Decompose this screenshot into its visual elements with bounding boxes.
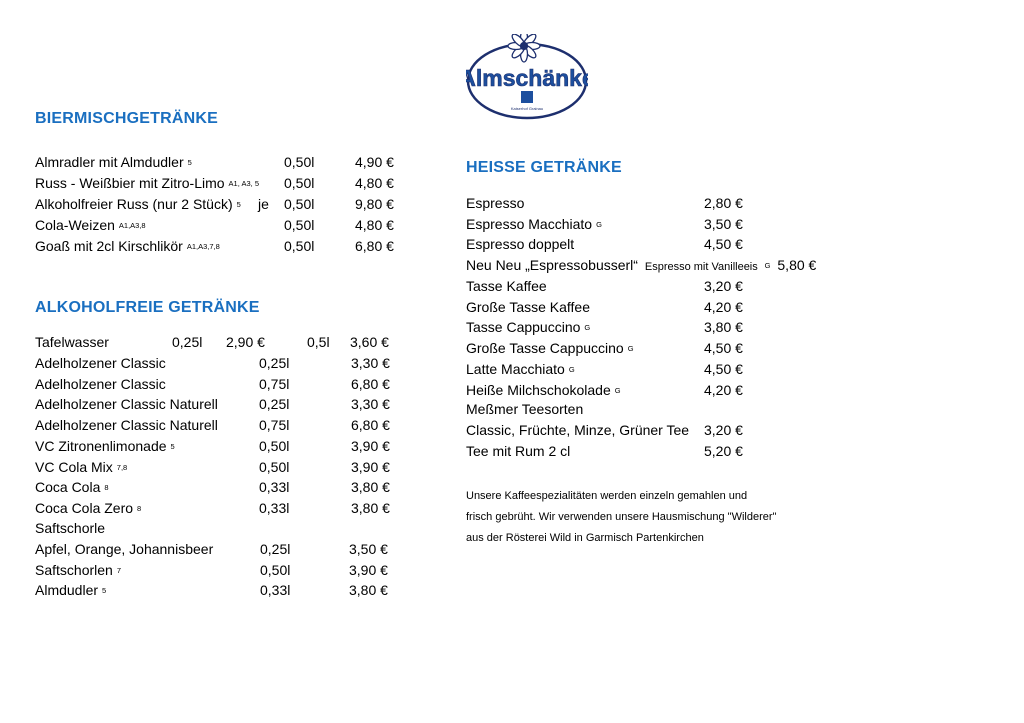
menu-row [466,193,846,213]
item-label [35,477,109,498]
espressobusserl-row [466,255,816,275]
item-name: Adelholzener Classic [35,375,166,392]
item-label [466,234,574,254]
tafelwasser-row [35,332,405,352]
item-name: Große Tasse Cappuccino [466,340,624,357]
item-name: Adelholzener Classic [35,355,166,371]
item-size: 0,50l [259,437,290,454]
item-label [35,374,166,394]
item-label [466,193,524,213]
item-price: 3,20 € [704,278,743,294]
item-label [35,560,121,581]
menu-row [466,297,846,317]
item-name: Almdudler [35,582,99,599]
menu-row [35,498,415,518]
item-price: 5,20 € [704,442,743,459]
item-note: 5 [236,200,241,209]
item-price: 4,20 € [704,381,743,398]
item-price: 3,80 € [351,499,390,516]
item-note: 8 [104,483,109,493]
item-label [35,353,166,373]
item-desc: Espresso mit Vanilleeis [644,261,758,273]
item-name: VC Zitronenlimonade [35,437,167,454]
menu-row [466,317,846,337]
item-size: 0,50l [284,175,315,191]
tee-label: Meßmer Teesorten [466,401,584,417]
item-note: G [596,219,602,229]
item-price: 4,50 € [704,340,743,357]
menu-row [35,215,415,235]
kaffee-info [466,486,776,549]
item-note: 5 [102,586,107,596]
item-label [466,441,570,461]
menu-row [35,353,415,373]
item-name: Espresso [466,195,525,211]
info-line: frisch gebrüht. Wir verwenden unsere Hausmischung "Wilderer" [466,511,777,523]
item-size: 0,5l [307,334,330,350]
item-label [466,420,689,440]
item-size: 0,25l [259,396,290,413]
menu-row [466,359,846,379]
item-name: Almradler mit Almdudler [35,154,184,170]
item-name: Tasse Kaffee [466,278,547,294]
item-size: 0,33l [259,499,290,516]
menu-row [466,380,846,400]
item-price: 4,50 € [704,360,743,377]
item-price: 2,80 € [704,195,743,211]
item-price: 3,30 € [351,396,390,413]
item-label [35,394,218,414]
menu-row [35,374,415,394]
item-price: 5,80 € [777,257,817,273]
item-label [35,580,106,601]
item-label [35,152,192,173]
item-name: Saftschorlen [35,561,113,578]
item-label [466,297,590,317]
item-name: Goaß mit 2cl Kirschlikör [35,238,183,254]
item-note: A1,A3,7,8 [186,242,220,251]
item-price: 6,80 € [351,417,390,434]
item-note: G [627,344,634,354]
item-price: 6,80 € [355,238,394,254]
item-label [466,359,575,380]
info-line: aus der Rösterei Wild in Garmisch Partenkirchen [466,532,704,544]
item-price: 3,80 € [351,479,390,496]
item-price: 3,20 € [704,422,743,438]
item-name: Latte Macchiato [466,360,565,377]
item-label [466,276,547,296]
item-note: 5 [187,158,192,167]
item-label [35,236,220,257]
item-label [466,317,590,338]
item-note: 7 [116,565,121,575]
item-note: A1,A3,8 [118,221,146,230]
item-size: 0,50l [284,217,315,233]
item-name: Coca Cola [35,479,101,496]
item-size: 0,75l [259,417,290,434]
menu-row [35,477,415,497]
item-size: 0,50l [259,458,290,475]
item-price: 4,20 € [704,298,743,315]
item-note: 7,8 [116,462,128,472]
item-price: 3,60 € [350,334,389,350]
item-label [466,214,602,235]
item-name: Tee mit Rum 2 cl [466,442,571,459]
item-name: Alkoholfreier Russ (nur 2 Stück) [35,196,233,212]
item-label [35,415,218,435]
item-name: Heiße Milchschokolade [466,381,611,398]
item-label [466,380,621,401]
menu-row [466,276,846,296]
item-price: 4,80 € [355,217,394,233]
item-price: 3,80 € [704,319,743,336]
item-name: VC Cola Mix [35,458,113,475]
item-size: 0,25l [260,541,291,557]
item-name: Adelholzener Classic Naturell [35,396,218,413]
menu-row [35,415,415,435]
menu-row [35,394,415,414]
item-size: 0,50l [284,238,315,254]
item-name: Neu Neu „Espressobusserl“ [466,257,638,273]
item-label [35,436,175,457]
item-price: 3,30 € [351,355,390,371]
item-label [35,215,146,236]
item-label [466,338,634,359]
item-price: 3,90 € [351,437,390,454]
item-label [35,173,259,194]
saftschorle-label: Saftschorle [35,520,106,536]
item-name: Coca Cola Zero [35,499,134,516]
menu-row [466,441,846,461]
item-label [35,457,127,478]
menu-row [466,338,846,358]
item-name: Tasse Cappuccino [466,319,581,336]
item-size: 0,75l [259,375,290,392]
heisse-heading: HEISSE GETRÄNKE [466,159,622,176]
item-price: 4,50 € [704,236,743,253]
alkfrei-heading: ALKOHOLFREIE GETRÄNKE [35,299,260,316]
menu-row [466,420,846,440]
item-size: 0,33l [260,582,291,599]
item-price: 3,50 € [349,541,388,557]
item-note: G [764,261,771,270]
item-note: A1, A3, 5 [228,179,259,188]
logo-tagline: Kaiserhof Grainau [510,106,544,111]
item-price: 3,50 € [704,215,743,232]
item-price: 3,80 € [349,582,388,599]
item-label [35,194,241,215]
item-note: 5 [170,441,175,451]
item-size: 0,50l [260,561,291,578]
item-name: Cola-Weizen [35,217,115,233]
menu-row [35,173,415,193]
menu-row [466,234,846,254]
item-price: 3,90 € [351,458,390,475]
menu-row [35,236,415,256]
item-size: 0,50l [284,154,315,170]
menu-row [35,194,415,214]
almschaenke-logo [466,34,588,120]
item-name: Apfel, Orange, Johannisbeer [35,541,214,557]
item-name: Adelholzener Classic Naturell [35,417,218,434]
item-price: 4,80 € [355,175,394,191]
item-name: Russ - Weißbier mit Zitro-Limo [35,175,225,191]
item-price: 6,80 € [351,375,390,392]
item-price: 2,90 € [226,334,265,350]
info-line: Unsere Kaffeespezialitäten werden einzeln gemahlen und [466,490,748,502]
menu-row [35,560,415,580]
item-size: 0,50l [284,196,315,212]
item-label [35,498,141,519]
item-note: 8 [137,503,142,513]
menu-row [35,152,415,172]
menu-row [466,214,846,234]
item-name: Tafelwasser [35,334,109,350]
item-size: 0,25l [172,334,203,350]
item-size: 0,33l [259,479,290,496]
item-note: G [568,364,575,374]
item-price: 9,80 € [355,196,394,212]
item-name: Espresso doppelt [466,236,575,253]
menu-row [35,436,415,456]
item-extra: je [258,196,269,212]
item-name: Große Tasse Kaffee [466,298,590,315]
logo-brand: Almschänke [466,65,588,91]
item-price: 3,90 € [349,561,388,578]
menu-row [35,539,415,559]
item-name: Espresso Macchiato [466,215,593,232]
item-label [35,539,213,559]
item-size: 0,25l [259,355,290,371]
item-note: G [584,323,591,333]
menu-row [35,580,415,600]
item-name: Classic, Früchte, Minze, Grüner Tee [466,422,690,438]
biermisch-heading: BIERMISCHGETRÄNKE [35,110,218,127]
menu-row [35,457,415,477]
item-note: G [614,385,621,395]
item-price: 4,90 € [355,154,394,170]
